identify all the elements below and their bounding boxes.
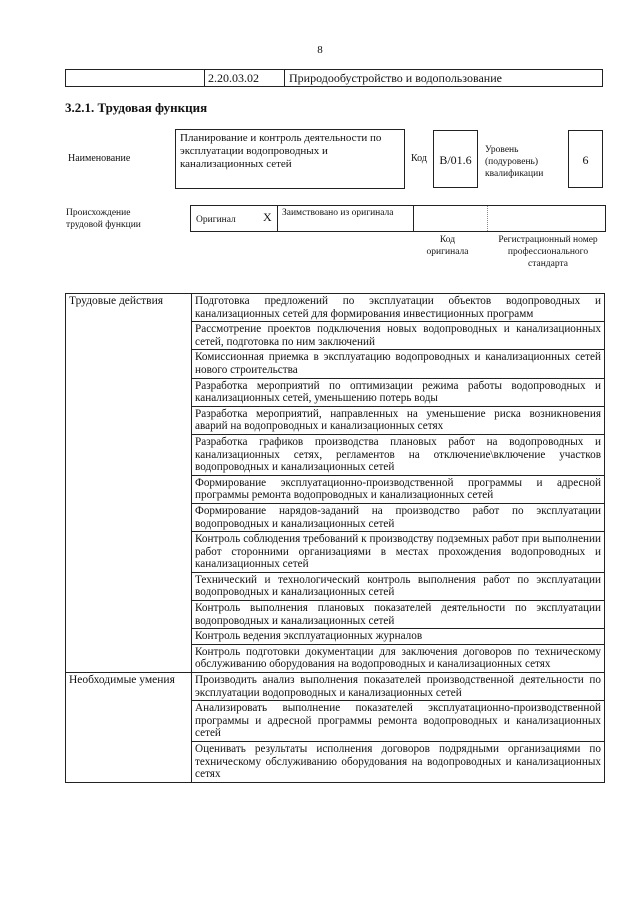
occupation-code: 2.20.03.02 — [205, 70, 285, 86]
table-row — [66, 673, 605, 701]
group-item: Производить анализ выполнения показателей производственной деятельности по эксплуатации водопроводных и канализационных сетей — [192, 673, 605, 701]
origin-box — [190, 205, 606, 232]
group-item: Подготовка предложений по эксплуатации объектов водопроводных и канализационных сетей для формирования инвестиционных программ — [192, 294, 605, 322]
group-item: Комиссионная приемка в эксплуатацию водопроводных и канализационных сетей нового строительства — [192, 350, 605, 378]
page-number: 8 — [317, 44, 323, 56]
group-item: Разработка графиков производства плановых работ на водопроводных и канализационных сетях, регламентов на отключение\включение участков водопроводных и канализационных сетей — [192, 434, 605, 475]
function-code-value: B/01.6 — [433, 130, 478, 188]
group-item: Рассмотрение проектов подключения новых водопроводных и канализационных сетей, подготовка по ним заключений — [192, 322, 605, 350]
level-value: 6 — [568, 130, 603, 188]
group-item: Оценивать результаты исполнения договоров подрядными организациями по техническому обслуживанию оборудования на водопроводных и канализационных сетях — [192, 742, 605, 783]
empty-cell — [66, 70, 205, 86]
group-label: Необходимые умения — [66, 673, 192, 783]
original-mark: X — [263, 210, 272, 224]
group-item: Анализировать выполнение показателей эксплуатационно-производственной программы и адресной программы ремонта водопроводных и канализационных сетей — [192, 701, 605, 742]
reg-number-caption: Регистрационный номер профессионального стандарта — [498, 235, 598, 269]
table-row — [66, 294, 605, 322]
function-details-table — [65, 293, 605, 783]
occupation-name: Природообустройство и водопользование — [289, 71, 502, 85]
code-original-caption: Код оригинала — [426, 235, 469, 257]
group-item: Технический и технологический контроль выполнения работ по эксплуатации водопроводных и канализационных сетей — [192, 572, 605, 600]
level-label: Уровень (подуровень) квалификации — [485, 145, 544, 179]
section-title: 3.2.1. Трудовая функция — [65, 100, 208, 115]
group-item: Контроль соблюдения требований к производству подземных работ при выполнении работ сторонними организациями в местах прохождения водопроводных и канализационных сетей — [192, 532, 605, 573]
name-label: Наименование — [68, 153, 131, 164]
group-item: Формирование эксплуатационно-производственной программы и адресной программы ремонта водопроводных и канализационных сетей — [192, 475, 605, 503]
code-label: Код — [411, 153, 427, 164]
group-item: Контроль ведения эксплуатационных журналов — [192, 629, 605, 645]
occupation-code-table — [65, 69, 603, 87]
group-item: Разработка мероприятий, направленных на уменьшение риска возникновения аварий на водопроводных и канализационных сетях — [192, 406, 605, 434]
borrowed-label: Заимствовано из оригинала — [282, 208, 394, 218]
original-label: Оригинал — [196, 215, 236, 225]
group-item: Формирование нарядов-заданий на производство работ по эксплуатации водопроводных и канализационных сетей — [192, 503, 605, 531]
origin-label: Происхождение трудовой функции — [66, 208, 141, 230]
group-item: Разработка мероприятий по оптимизации режима работы водопроводных и канализационных сетей, уменьшению потерь воды — [192, 378, 605, 406]
function-name-box — [175, 129, 405, 189]
group-item: Контроль подготовки документации для заключения договоров по техническому обслуживанию оборудования на водопроводных и канализационных сетях — [192, 644, 605, 672]
group-item: Контроль выполнения плановых показателей деятельности по эксплуатации водопроводных и канализационных сетей — [192, 601, 605, 629]
group-label: Трудовые действия — [66, 294, 192, 673]
function-name-value: Планирование и контроль деятельности по эксплуатации водопроводных и канализационных сетей — [180, 132, 382, 170]
